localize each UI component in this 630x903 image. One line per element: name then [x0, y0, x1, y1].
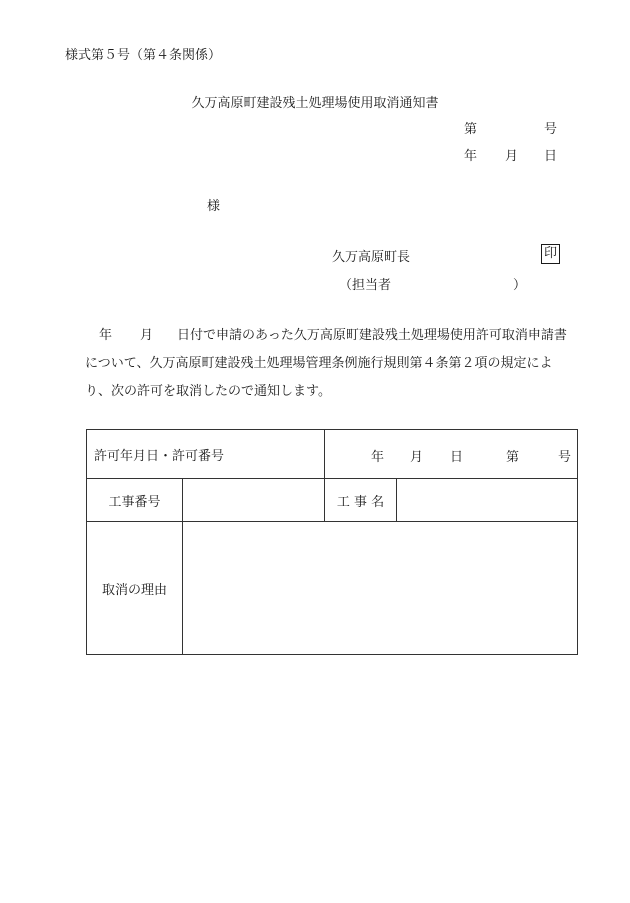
cancel-reason-field[interactable] — [183, 522, 578, 655]
permit-year: 年 — [371, 450, 385, 465]
work-number-label: 工事番号 — [87, 479, 183, 522]
issuer-title: 久万高原町長 — [332, 250, 411, 265]
work-name-field[interactable] — [397, 479, 578, 522]
body-month: 月 — [140, 328, 154, 343]
permit-number-suffix: 号 — [558, 450, 572, 465]
permit-date-value[interactable] — [325, 430, 578, 479]
doc-number-prefix: 第 — [464, 122, 478, 137]
work-number-field[interactable] — [183, 479, 325, 522]
doc-number-suffix: 号 — [544, 122, 558, 137]
cancel-reason-label: 取消の理由 — [87, 522, 183, 655]
work-name-label: 工 事 名 — [325, 479, 397, 522]
doc-date-month: 月 — [505, 149, 519, 164]
document-title: 久万高原町建設残土処理場使用取消通知書 — [191, 96, 439, 111]
body-year: 年 — [99, 328, 113, 343]
permit-day: 日 — [450, 450, 464, 465]
permit-number-prefix: 第 — [506, 450, 520, 465]
notice-body — [85, 322, 577, 406]
form-number: 様式第５号（第４条関係） — [65, 48, 222, 63]
permit-date-label: 許可年月日・許可番号 — [87, 430, 325, 479]
body-text: 日付で申請のあった久万高原町建設残土処理場使用許可取消申請書について、久万高原町建設残土処理場管理条例施行規則第４条第２項の規定により、次の許可を取消したので通知します。 — [85, 328, 567, 399]
contact-person-label: （担当者 — [339, 278, 392, 293]
doc-date-year: 年 — [464, 149, 478, 164]
permit-table — [86, 429, 578, 655]
permit-month: 月 — [410, 450, 424, 465]
doc-date-day: 日 — [544, 149, 558, 164]
contact-person-close: ） — [513, 278, 527, 293]
seal-mark: 印 — [541, 244, 560, 264]
addressee-honorific: 様 — [207, 199, 221, 214]
